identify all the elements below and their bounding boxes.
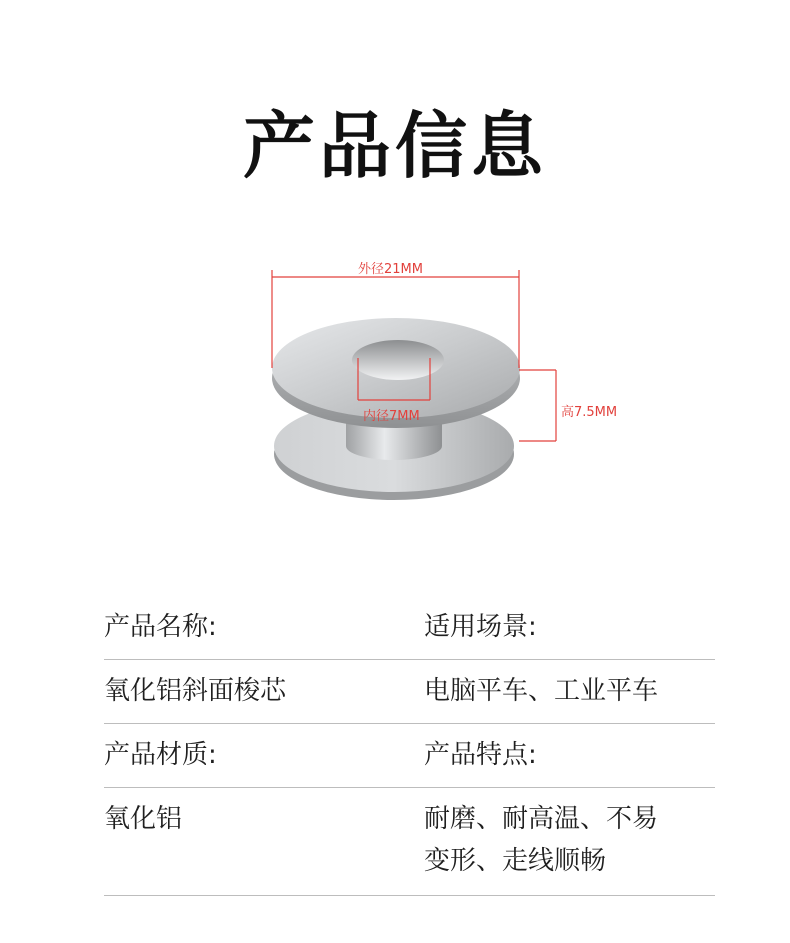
outer-diameter-label: 外径21MM [358, 262, 423, 277]
features-value-line-1: 耐磨、耐高温、不易 [424, 804, 659, 834]
product-name-value: 氧化铝斜面梭芯 [104, 676, 287, 706]
use-scenario-value: 电脑平车、工业平车 [424, 676, 659, 706]
height-label: 高7.5MM [561, 405, 618, 420]
use-scenario-label: 适用场景: [424, 612, 537, 642]
height-dimension [519, 370, 556, 441]
material-label: 产品材质: [104, 740, 217, 770]
page-title: 产品信息 [242, 104, 547, 188]
features-label: 产品特点: [424, 740, 537, 770]
spec-row-value-1 [104, 660, 715, 724]
product-name-label: 产品名称: [104, 612, 217, 642]
spec-table [104, 595, 715, 896]
inner-diameter-label: 内径7MM [363, 409, 420, 424]
material-value: 氧化铝 [104, 804, 183, 834]
features-value-line-2: 变形、走线顺畅 [424, 846, 607, 876]
spec-row-value-2 [104, 788, 715, 896]
bobbin-illustration [0, 240, 790, 540]
bobbin-diagram [0, 240, 790, 540]
spec-row-header-1 [104, 595, 715, 660]
spec-row-header-2 [104, 724, 715, 788]
